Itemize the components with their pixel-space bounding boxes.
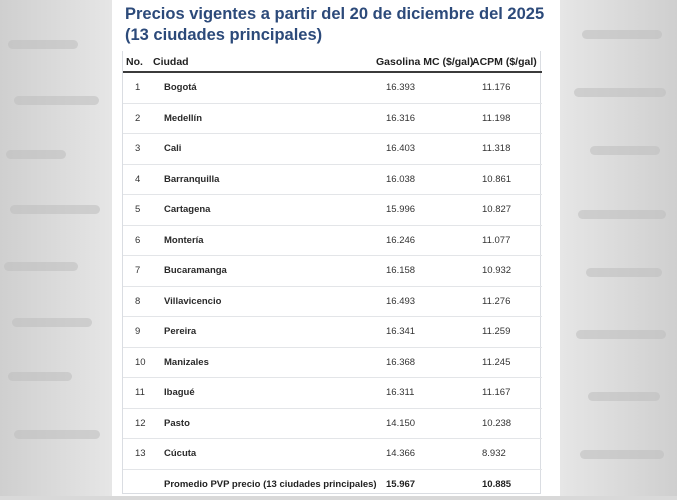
blur-smudge	[588, 392, 660, 401]
cell-no: 4	[135, 174, 140, 185]
blur-smudge	[8, 372, 72, 381]
table-row	[123, 104, 542, 135]
cell-ciudad: Bogotá	[164, 82, 197, 93]
cell-no: 12	[135, 418, 146, 429]
blur-smudge	[10, 205, 100, 214]
cell-ciudad: Pasto	[164, 418, 190, 429]
cell-gasolina: 14.366	[386, 448, 415, 459]
cell-acpm: 11.276	[482, 296, 510, 307]
table-row	[123, 134, 542, 165]
blur-smudge	[14, 96, 99, 105]
table-body	[123, 73, 542, 500]
table-row	[123, 287, 542, 318]
average-acpm: 10.885	[482, 479, 511, 490]
cell-ciudad: Bucaramanga	[164, 265, 227, 276]
cell-acpm: 8.932	[482, 448, 506, 459]
table-row	[123, 195, 542, 226]
blur-smudge	[14, 430, 100, 439]
cell-ciudad: Cartagena	[164, 204, 210, 215]
cell-gasolina: 16.393	[386, 82, 415, 93]
cell-acpm: 11.167	[482, 387, 510, 398]
cell-acpm: 11.176	[482, 82, 510, 93]
page-title: Precios vigentes a partir del 20 de diciembre del 2025 (13 ciudades principales)	[125, 4, 545, 46]
price-table-panel	[112, 0, 560, 496]
cell-acpm: 10.932	[482, 265, 511, 276]
blur-smudge	[582, 30, 662, 39]
cell-acpm: 11.198	[482, 113, 510, 124]
table-row	[123, 73, 542, 104]
cell-ciudad: Cúcuta	[164, 448, 196, 459]
table-header	[123, 51, 542, 73]
blur-smudge	[586, 268, 662, 277]
cell-acpm: 11.318	[482, 143, 510, 154]
header-no: No.	[126, 56, 143, 68]
cell-ciudad: Ibagué	[164, 387, 195, 398]
cell-acpm: 11.077	[482, 235, 510, 246]
header-acpm: ACPM ($/gal)	[472, 56, 537, 68]
table-row	[123, 256, 542, 287]
cell-no: 8	[135, 296, 140, 307]
cell-ciudad: Barranquilla	[164, 174, 219, 185]
cell-ciudad: Montería	[164, 235, 204, 246]
table-row	[123, 439, 542, 470]
header-gasolina: Gasolina MC ($/gal)	[376, 56, 473, 68]
cell-no: 2	[135, 113, 140, 124]
table-row	[123, 378, 542, 409]
cell-no: 6	[135, 235, 140, 246]
average-label: Promedio PVP precio (13 ciudades principales)	[164, 479, 377, 490]
fuel-price-table	[122, 51, 541, 494]
blur-smudge	[6, 150, 66, 159]
blur-smudge	[578, 210, 666, 219]
table-row	[123, 226, 542, 257]
cell-gasolina: 16.158	[386, 265, 415, 276]
cell-acpm: 11.245	[482, 357, 510, 368]
table-row	[123, 165, 542, 196]
cell-gasolina: 16.403	[386, 143, 415, 154]
cell-no: 10	[135, 357, 146, 368]
blur-smudge	[4, 262, 78, 271]
cell-acpm: 11.259	[482, 326, 510, 337]
cell-ciudad: Medellín	[164, 113, 202, 124]
cell-no: 9	[135, 326, 140, 337]
cell-no: 7	[135, 265, 140, 276]
cell-no: 5	[135, 204, 140, 215]
cell-acpm: 10.238	[482, 418, 511, 429]
blur-smudge	[12, 318, 92, 327]
cell-ciudad: Cali	[164, 143, 181, 154]
cell-gasolina: 16.493	[386, 296, 415, 307]
cell-ciudad: Pereira	[164, 326, 196, 337]
blur-smudge	[590, 146, 660, 155]
cell-gasolina: 16.311	[386, 387, 414, 398]
header-ciudad: Ciudad	[153, 56, 189, 68]
cell-gasolina: 16.316	[386, 113, 415, 124]
cell-no: 1	[135, 82, 140, 93]
blur-smudge	[576, 330, 666, 339]
cell-acpm: 10.861	[482, 174, 511, 185]
cell-ciudad: Manizales	[164, 357, 209, 368]
blur-smudge	[8, 40, 78, 49]
cell-gasolina: 16.341	[386, 326, 415, 337]
cell-gasolina: 15.996	[386, 204, 415, 215]
cell-gasolina: 14.150	[386, 418, 415, 429]
blur-smudge	[580, 450, 664, 459]
blurred-background-left	[0, 0, 112, 496]
cell-no: 13	[135, 448, 146, 459]
cell-ciudad: Villavicencio	[164, 296, 221, 307]
blurred-background-right	[560, 0, 677, 496]
cell-gasolina: 16.038	[386, 174, 415, 185]
table-row	[123, 348, 542, 379]
table-row	[123, 317, 542, 348]
cell-no: 11	[135, 387, 145, 398]
average-row	[123, 470, 542, 500]
table-row	[123, 409, 542, 440]
cell-gasolina: 16.246	[386, 235, 415, 246]
average-gasolina: 15.967	[386, 479, 415, 490]
cell-no: 3	[135, 143, 140, 154]
blur-smudge	[574, 88, 666, 97]
cell-gasolina: 16.368	[386, 357, 415, 368]
cell-acpm: 10.827	[482, 204, 511, 215]
